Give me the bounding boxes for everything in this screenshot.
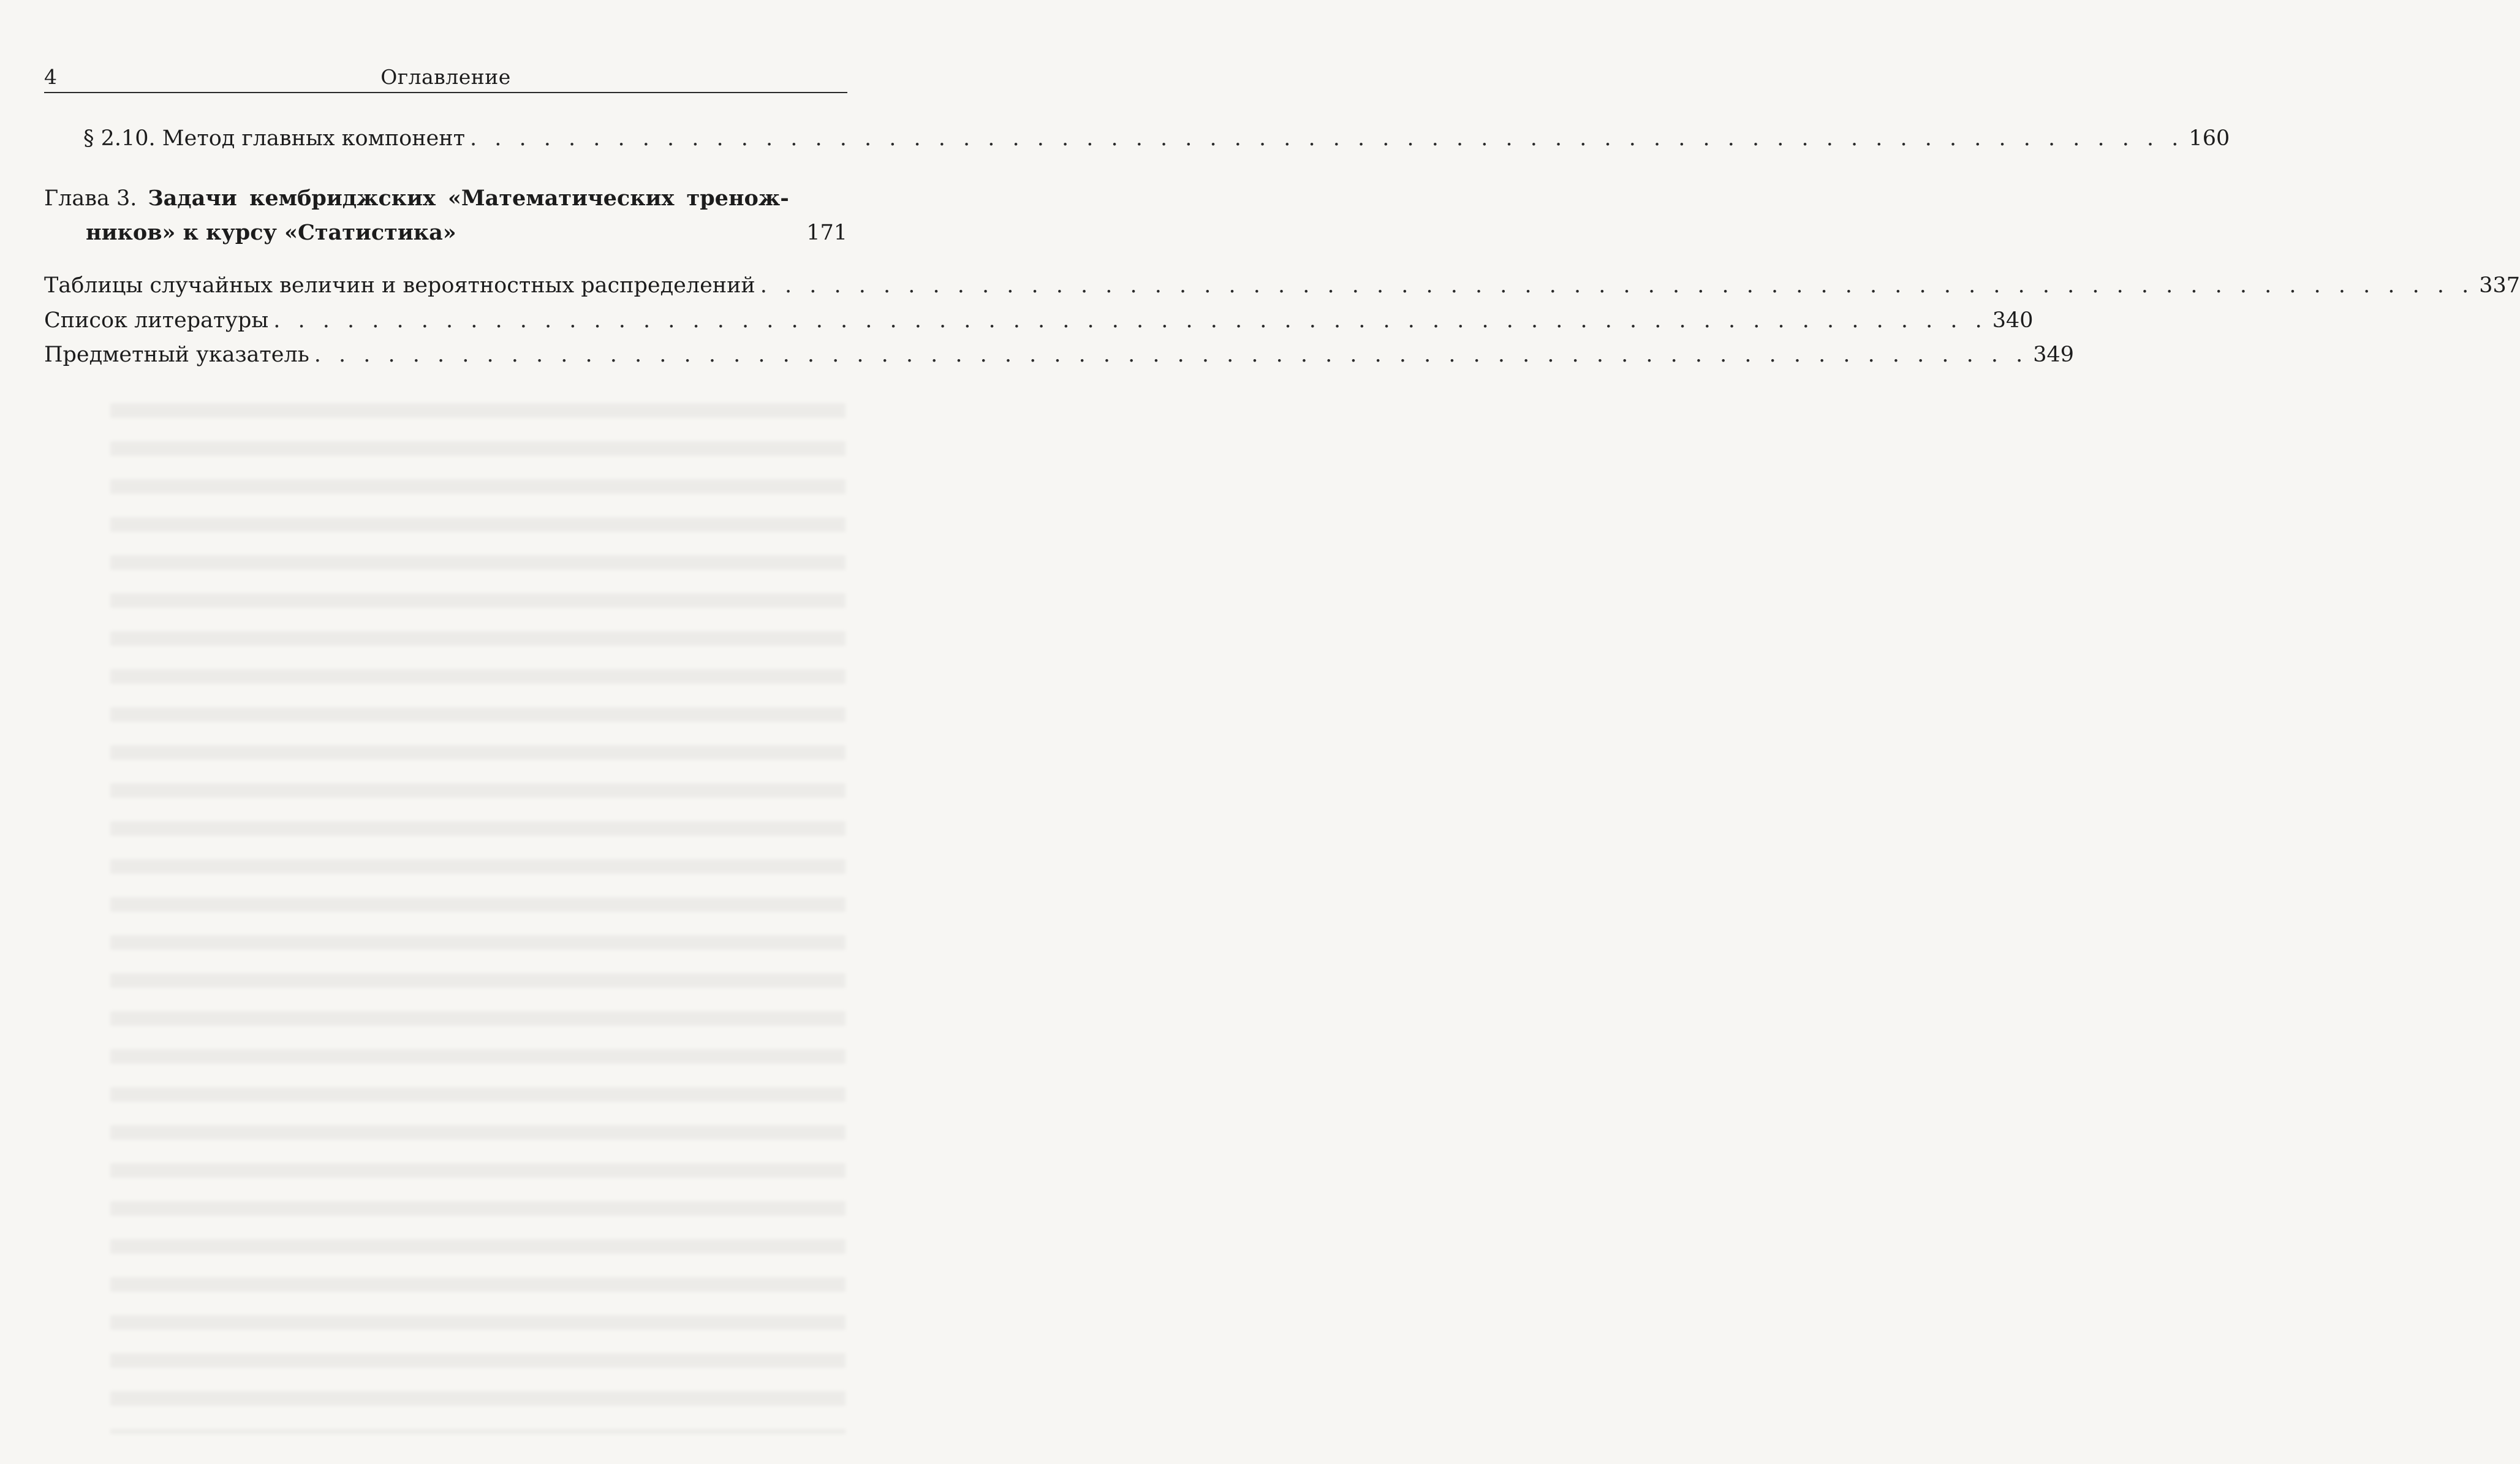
toc-entry-page: 171: [806, 221, 847, 245]
toc-entry-label: § 2.10. Метод главных компонент: [83, 126, 465, 151]
page-header: [44, 61, 847, 93]
toc-entry-page: 340: [1992, 308, 2034, 333]
leader-dots: . . . . . . . . . . . . . . . . . . . . . . . . . . . . . . . . . . . . . . . . . . . . . . . . . . . . . . . . . . . . . . . . . . . . . .: [314, 343, 2029, 367]
toc-entry-label: Список литературы: [44, 308, 269, 333]
running-title: Оглавление: [380, 65, 511, 89]
toc-entry-label: Предметный указатель: [44, 343, 309, 367]
show-through-background: [110, 380, 846, 1434]
toc-entry-page: 349: [2033, 343, 2075, 367]
toc-entry-chapter-3[interactable]: [44, 181, 847, 250]
page-number: 4: [44, 65, 57, 89]
chapter-title-row-1: [44, 181, 847, 216]
leader-dots: . . . . . . . . . . . . . . . . . . . . . . . . . . . . . . . . . . . . . . . . . . . . . . . . . . . . . . . . . . . . . . . . . . . . . .: [273, 308, 1988, 333]
chapter-title-line-2: ников» к курсу «Статистика»: [86, 220, 456, 245]
toc-entry-page: 337: [2479, 273, 2520, 298]
chapter-number: Глава 3.: [44, 186, 137, 211]
leader-dots: . . . . . . . . . . . . . . . . . . . . . . . . . . . . . . . . . . . . . . . . . . . . . . . . . . . . . . . . . . . . . . . . . . . . . .: [760, 273, 2475, 298]
toc-entry-bibliography[interactable]: [44, 308, 2034, 333]
leader-dots: . . . . . . . . . . . . . . . . . . . . . . . . . . . . . . . . . . . . . . . . . . . . . . . . . . . . . . . . . . . . . . . . . . . . . .: [469, 126, 2184, 151]
toc-entry-tables[interactable]: [44, 273, 2520, 298]
toc-entry-label: Таблицы случайных величин и вероятностных распределений: [44, 273, 755, 298]
toc-entry-page: 160: [2189, 126, 2230, 151]
toc-entry-index[interactable]: [44, 343, 2075, 367]
chapter-title-row-2: [44, 216, 847, 250]
toc-entry-section-2-10[interactable]: [83, 126, 2230, 151]
chapter-title-line-1: Задачи кембриджских «Математических тренож-: [148, 186, 789, 211]
